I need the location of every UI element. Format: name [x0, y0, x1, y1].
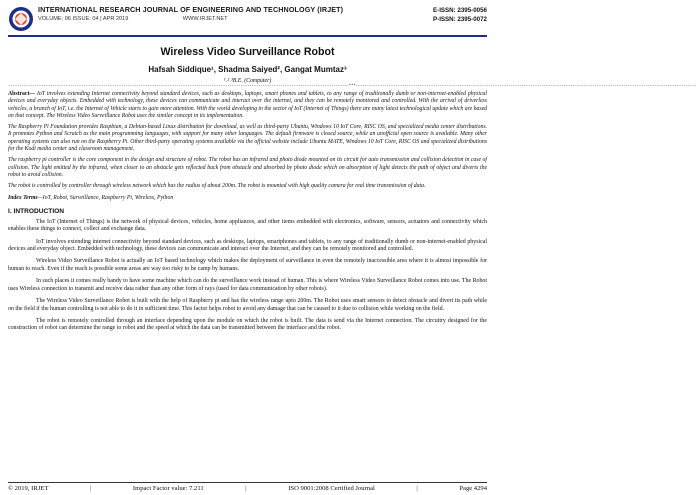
abstract-paragraph-2: The Raspberry Pi Foundation provides Raspbian, a Debian-based Linux distribution for download, as well as third-party Ubuntu, Windows 10 IoT Core, RISC OS, and specialized media center distributions. It promotes Python and Scratch as the main programming languages, with support for many other languages. The default firmware is closed source, while an unofficial open source is available. Many other operating systems can also run on the Raspberry Pi. Other third-party operating systems available via the official website include Ubuntu MATE, Windows 10 IoT Core, RISC OS and specialized distributions for the Kodi media center and classroom management.	[8, 124, 487, 153]
abstract-paragraph-1	[8, 91, 487, 120]
footer-impact-factor: Impact Factor value: 7.211	[132, 485, 204, 492]
abstract-paragraph-4: The robot is controlled by controller through wireless network which has the radius of about 200m. The robot is mounted with high quality camera for real time transmission of data.	[8, 183, 426, 190]
paper-title: Wireless Video Surveillance Robot	[160, 46, 335, 58]
footer-iso: ISO 9001:2008 Certified Journal	[288, 485, 375, 492]
volume-text: VOLUME: 06 ISSUE: 04 | APR 2019	[38, 16, 129, 22]
abstract-label: Abstract—	[8, 91, 36, 97]
abstract-text-1: IoT involves extending Internet connectivity beyond standard devices, such as desktops, laptops, smart phones and tablets, to any range of traditionally dumb or non-internet-enabled physical devices and everyday objects. Embedded with technology, these devices can communicate and interact over the internet, and they can be remotely monitored and controlled. With the arrival of driverless vehicles, a branch of IoT, i.e. the Internet of Vehicle starts to gain more attention. With the world developing in the sector of IoT (Internet of Things) there are many latest technological update which are based on that concept. The Wireless Video Surveillance Robot uses the similar concept in its implementation.	[8, 91, 487, 119]
irjet-logo-icon	[8, 6, 34, 32]
title-separator: ----------------------------------------------------------------------------------------------------------------------------------------------------------***----------------------------------------------------------------------------------------------------------------------------------------------------------	[8, 85, 696, 89]
section-heading-introduction: I. INTRODUCTION	[8, 207, 65, 215]
issn-block	[392, 6, 487, 24]
intro-paragraph-3: Wireless Video Surveillance Robot is actually an IoT based technology which makes the deployment of surveillance in even the remotely inaccessible area where it is almost impossible for human to reach. Even if the reach is possible some areas are way too risky to be camp by humans.	[8, 258, 487, 272]
footer-separator: |	[245, 485, 247, 492]
journal-title: INTERNATIONAL RESEARCH JOURNAL OF ENGINEERING AND TECHNOLOGY (IRJET)	[38, 5, 344, 14]
intro-paragraph-5: The Wireless Video Surveillance Robot is built with the help of Raspberry pi and has the wireless range upto 200m. The Robot uses smart sensors to detect obstacle and divert its path while on the field if the human controlling is not able to do it in sufficient time. This factor helps robot to avoid any damage that can be caused to it due to collision while working on the field.	[8, 298, 487, 312]
intro-paragraph-1: The IoT (Internet of Things) is the network of physical devices, vehicles, home appliances, and other items embedded with electronics, software, sensors, actuators and connectivity which enables these things to connect, collect and exchange data.	[8, 218, 487, 233]
abstract-paragraph-3: The raspberry pi controller is the core component in the design and structure of robot. The robot has an infrared and photo diode mounted on its circuit for auto transmission and collision detection in case of collision. The light emitted by the infrared, when closer to an obstacle gets reflected back from obstacle and absorbed by photo diode which on absorption of light detects the path of object and diverts the robot to avoid collision.	[8, 157, 487, 178]
authors: Hafsah Siddique¹, Shadma Saiyed², Gangat Mumtaz³	[148, 65, 347, 74]
footer-row	[8, 483, 487, 492]
index-terms	[8, 195, 487, 202]
intro-paragraph-4: In such places it comes really handy to have some machine which can do the surveillance work instead of human. This is where Wireless Video Surveillance Robot comes into use. The Robot uses Wireless connection to transmit and receive data rather than any other form of rays (used for data communication by other robots).	[8, 278, 487, 292]
intro-paragraph-2: IoT involves extending internet connectivity beyond standard devices, such as desktops, laptops, smartphones and tablets, to any range of traditionally dumb or non-internet-enabled physical devices and everyday object. Embedded with technology, these devices can communicate and interact over the Internet, and they can be remotely monitored and controlled.	[8, 238, 487, 253]
volume-issue	[38, 15, 392, 23]
index-terms-label: Index Terms	[8, 194, 38, 201]
index-terms-text: —IoT, Robot, Surveillance, Raspberry Pi, Wireless, Python	[37, 194, 174, 201]
header-rule	[8, 35, 487, 37]
journal-header	[8, 6, 487, 34]
affiliation: ¹˒²˒³B.E. (Computer)	[223, 78, 272, 84]
pissn: P-ISSN: 2395-0072	[433, 16, 487, 23]
footer-separator: |	[416, 485, 418, 492]
footer-copyright: © 2019, IRJET	[8, 485, 49, 492]
intro-paragraph-6: The robot is remotely controlled through an interface depending upon the module on which the robot is built. The data is send via the Internet connection. The circuitry designed for the construction of robot can determine the range to robot and the speed at which the data can be transmitted between the interface and the robot.	[8, 317, 487, 332]
journal-website: WWW.IRJET.NET	[182, 16, 228, 22]
footer-separator: |	[89, 485, 92, 492]
page-footer	[8, 482, 487, 492]
eissn: E-ISSN: 2395-0056	[433, 7, 487, 14]
footer-page-number: Page 4294	[459, 485, 487, 492]
abstract	[8, 91, 487, 191]
introduction-body	[8, 219, 487, 333]
